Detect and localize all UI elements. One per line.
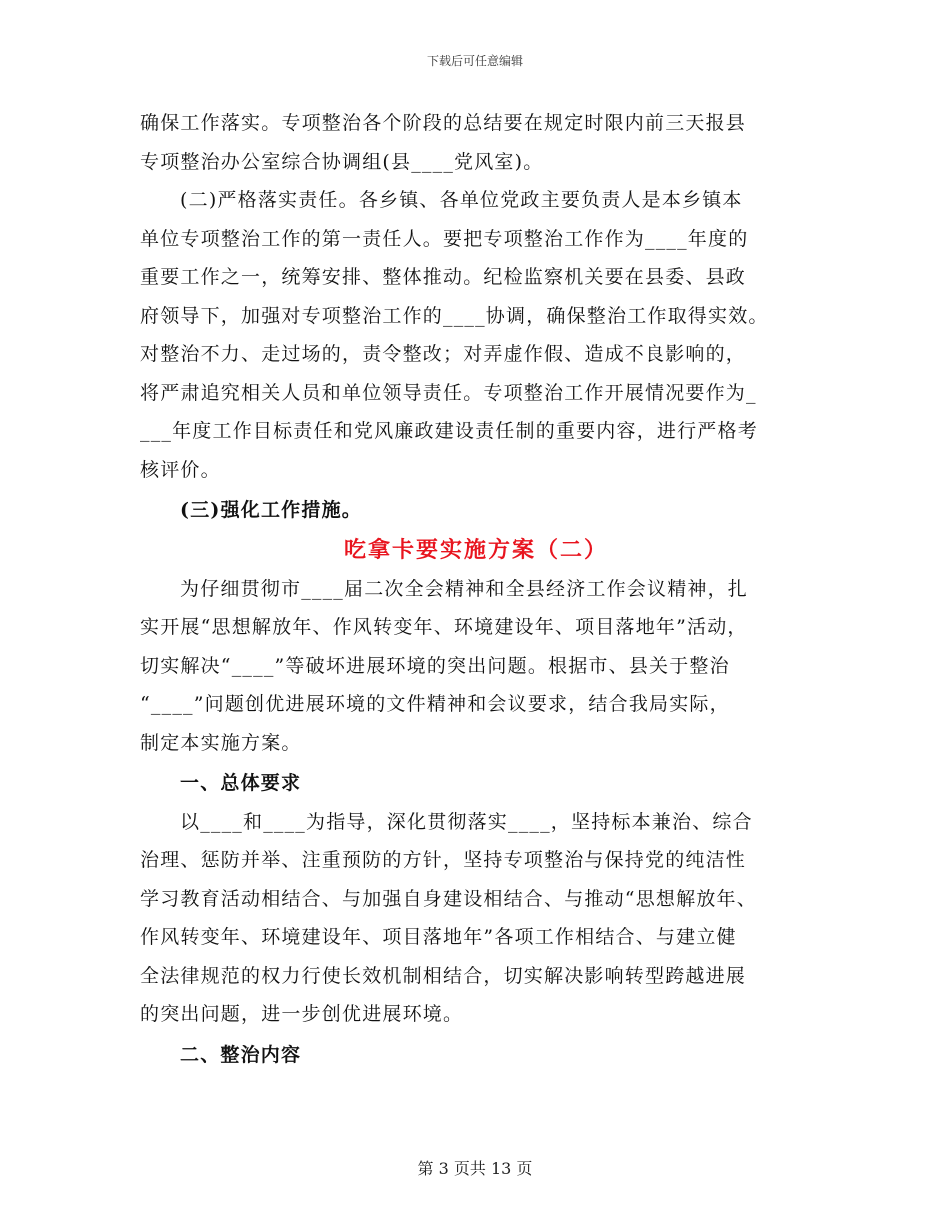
text-line: 核评价。 bbox=[140, 458, 221, 481]
text-line: (二)严格落实责任。各乡镇、各单位党政主要负责人是本乡镇本 bbox=[180, 189, 743, 211]
paragraph-2 bbox=[140, 181, 812, 489]
text-line: 确保工作落实。专项整治各个阶段的总结要在规定时限内前三天报县 bbox=[140, 112, 747, 134]
header-note: 下载后可任意编辑 bbox=[426, 54, 523, 68]
document-title: 吃拿卡要实施方案（二） bbox=[343, 536, 608, 563]
text-line: 作风转变年、环境建设年、项目落地年”各项工作相结合、与建立健 bbox=[140, 926, 737, 948]
text-line: 为仔细贯彻市____届二次全会精神和全县经济工作会议精神，扎 bbox=[180, 577, 749, 600]
text-line: 的突出问题，进一步创优进展环境。 bbox=[140, 1003, 464, 1025]
text-line: 府领导下，加强对专项整治工作的____协调，确保整治工作取得实效。 bbox=[140, 304, 769, 327]
text-line: “____”问题创优进展环境的文件精神和会议要求，结合我局实际， bbox=[140, 693, 730, 715]
text-line: ___年度工作目标责任和党风廉政建设责任制的重要内容，进行严格考 bbox=[140, 420, 758, 442]
text-line: 学习教育活动相结合、与加强自身建设相结合、与推动“思想解放年、 bbox=[140, 887, 757, 910]
paragraph-1 bbox=[140, 104, 812, 181]
text-line: 全法律规范的权力行使长效机制相结合，切实解决影响转型跨越进展 bbox=[140, 964, 747, 987]
text-line: 制定本实施方案。 bbox=[140, 731, 302, 754]
text-line: 对整治不力、走过场的，责令整改；对弄虚作假、造成不良影响的， bbox=[140, 343, 747, 365]
text-line: 单位专项整治工作的第一责任人。要把专项整治工作作为____年度的 bbox=[140, 227, 749, 250]
paragraph-4 bbox=[140, 803, 812, 1034]
text-line: 重要工作之一，统筹安排、整体推动。纪检监察机关要在县委、县政 bbox=[140, 266, 747, 288]
text-line: 将严肃追究相关人员和单位领导责任。专项整治工作开展情况要作为_ bbox=[140, 381, 757, 404]
text-line: 专项整治办公室综合协调组(县____党风室)。 bbox=[140, 150, 544, 173]
page-number: 第 3 页共 13 页 bbox=[417, 1159, 533, 1178]
section-heading-3: (三)强化工作措施。 bbox=[180, 499, 362, 521]
text-line: 实开展“思想解放年、作风转变年、环境建设年、项目落地年”活动， bbox=[140, 616, 748, 638]
paragraph-3 bbox=[140, 570, 812, 763]
section-heading-1: 一、总体要求 bbox=[180, 772, 302, 794]
text-line: 以____和____为指导，深化贯彻落实____，坚持标本兼治、综合 bbox=[180, 810, 753, 833]
document-body bbox=[140, 104, 812, 1074]
text-line: 治理、惩防并举、注重预防的方针，坚持专项整治与保持党的纯洁性 bbox=[140, 849, 747, 871]
text-line: 切实解决“____”等破坏进展环境的突出问题。根据市、县关于整治 bbox=[140, 654, 730, 677]
section-heading-2: 二、整治内容 bbox=[180, 1043, 302, 1066]
